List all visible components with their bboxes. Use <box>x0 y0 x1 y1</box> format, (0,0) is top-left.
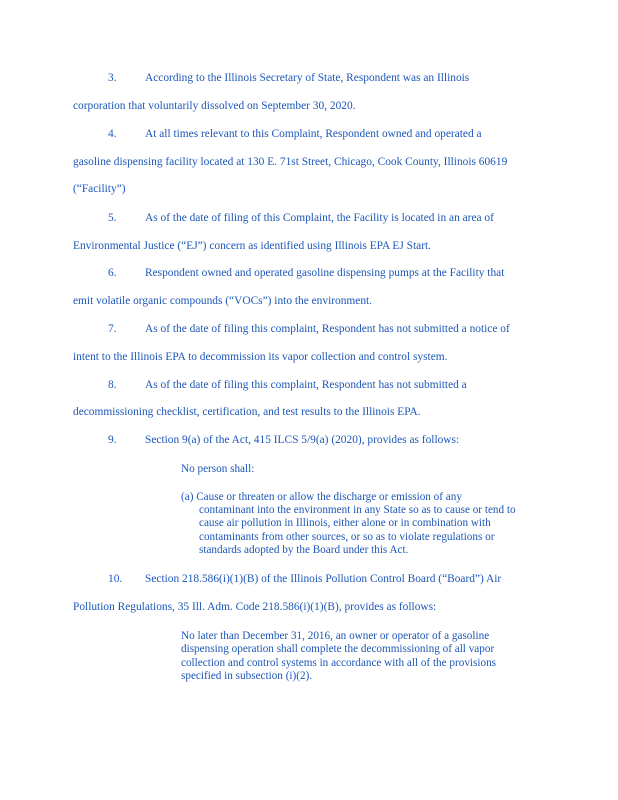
quote-2-line-2: dispensing operation shall complete the decommissioning of all vapor <box>181 643 495 655</box>
paragraph-8-line-1: As of the date of filing this complaint, Respondent has not submitted a <box>145 379 467 391</box>
paragraph-7-line-2: intent to the Illinois EPA to decommission its vapor collection and control system. <box>73 351 448 363</box>
quote-2-line-3: collection and control systems in accordance with all of the provisions <box>181 657 497 669</box>
paragraph-9-line-1: Section 9(a) of the Act, 415 ILCS 5/9(a) (2020), provides as follows: <box>145 434 460 446</box>
paragraph-number-4: 4. <box>108 128 117 140</box>
paragraph-4-line-2: gasoline dispensing facility located at 130 E. 71st Street, Chicago, Cook County, Illinois 60619 <box>73 156 508 168</box>
quote-1-line-3: cause air pollution in Illinois, either alone or in combination with <box>199 517 491 529</box>
paragraph-10-line-1: Section 218.586(i)(1)(B) of the Illinois Pollution Control Board (“Board”) Air <box>145 573 502 585</box>
paragraph-number-8: 8. <box>108 379 117 391</box>
quote-1-line-5: standards adopted by the Board under this Act. <box>199 544 409 556</box>
paragraph-7-line-1: As of the date of filing this complaint, Respondent has not submitted a notice of <box>145 323 510 335</box>
paragraph-number-6: 6. <box>108 267 117 279</box>
paragraph-number-7: 7. <box>108 323 117 335</box>
quote-2-line-4: specified in subsection (i)(2). <box>181 670 313 682</box>
quote-1-line-2: contaminant into the environment in any State so as to cause or tend to <box>199 504 516 516</box>
paragraph-4-line-3: (“Facility”) <box>73 183 126 195</box>
paragraph-5-line-2: Environmental Justice (“EJ”) concern as identified using Illinois EPA EJ Start. <box>73 240 431 252</box>
paragraph-8-line-2: decommissioning checklist, certification, and test results to the Illinois EPA. <box>73 406 421 418</box>
paragraph-3-line-1: According to the Illinois Secretary of State, Respondent was an Illinois <box>145 72 470 84</box>
paragraph-10-line-2: Pollution Regulations, 35 Ill. Adm. Code 218.586(i)(1)(B), provides as follows: <box>73 601 437 613</box>
quote-2-line-1: No later than December 31, 2016, an owner or operator of a gasoline <box>181 630 490 642</box>
paragraph-number-3: 3. <box>108 72 117 84</box>
paragraph-number-5: 5. <box>108 212 117 224</box>
quote-1-intro: No person shall: <box>181 463 255 475</box>
paragraph-3-line-2: corporation that voluntarily dissolved on September 30, 2020. <box>73 100 356 112</box>
paragraph-6-line-2: emit volatile organic compounds (“VOCs”) into the environment. <box>73 295 373 307</box>
paragraph-number-9: 9. <box>108 434 117 446</box>
quote-1-line-4: contaminants from other sources, or so as to violate regulations or <box>199 531 495 543</box>
paragraph-6-line-1: Respondent owned and operated gasoline dispensing pumps at the Facility that <box>145 267 505 279</box>
paragraph-number-10: 10. <box>108 573 123 585</box>
quote-1-line-1: (a) Cause or threaten or allow the discharge or emission of any <box>181 491 462 503</box>
paragraph-4-line-1: At all times relevant to this Complaint, Respondent owned and operated a <box>145 128 482 140</box>
paragraph-5-line-1: As of the date of filing of this Complaint, the Facility is located in an area of <box>145 212 494 224</box>
